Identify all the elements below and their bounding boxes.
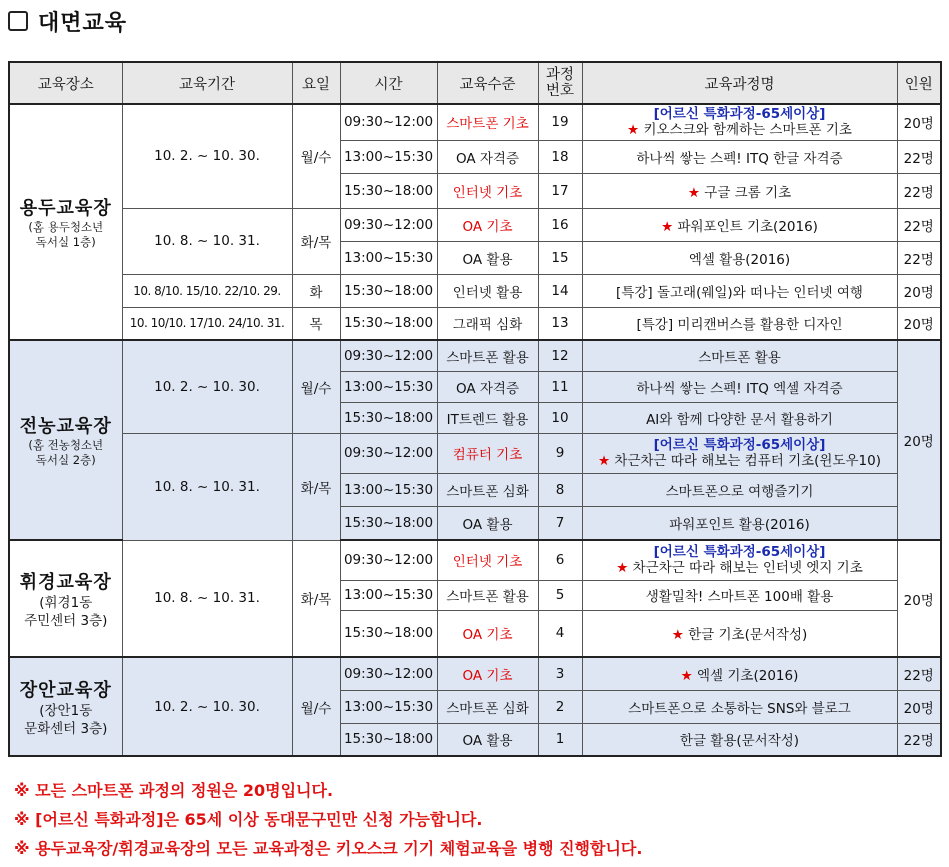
table-row xyxy=(9,340,941,371)
course-no-cell: 17 xyxy=(538,173,582,208)
level-cell: 스마트폰 심화 xyxy=(437,690,538,723)
course-no-cell: 13 xyxy=(538,307,582,340)
location-cell xyxy=(9,340,122,540)
header-people: 인원 xyxy=(897,62,941,104)
people-cell: 22명 xyxy=(897,140,941,173)
people-cell: 20명 xyxy=(897,340,941,540)
period-cell: 10. 2. ~ 10. 30. xyxy=(122,657,292,756)
time-cell: 09:30~12:00 xyxy=(340,208,437,241)
day-cell: 화/목 xyxy=(292,208,340,274)
location-cell xyxy=(9,540,122,657)
level-cell: OA 자격증 xyxy=(437,371,538,402)
time-cell: 15:30~18:00 xyxy=(340,610,437,657)
note-item: ※ 모든 스마트폰 과정의 정원은 20명입니다. xyxy=(14,781,334,800)
people-cell: 20명 xyxy=(897,540,941,657)
period-cell: 10. 8. ~ 10. 31. xyxy=(122,208,292,274)
location-sub: (홈 용두청소년 xyxy=(28,220,104,234)
course-cell: 엑셀 활용(2016) xyxy=(582,241,897,274)
level-cell: 인터넷 기초 xyxy=(437,540,538,580)
course-cell: 스마트폰으로 여행즐기기 xyxy=(582,473,897,506)
course-cell: ★ 엑셀 기초(2016) xyxy=(582,657,897,690)
time-cell: 13:00~15:30 xyxy=(340,140,437,173)
people-cell: 20명 xyxy=(897,307,941,340)
time-cell: 13:00~15:30 xyxy=(340,371,437,402)
time-cell: 09:30~12:00 xyxy=(340,104,437,140)
table-row xyxy=(9,307,941,340)
note-item: ※ [어르신 특화과정]은 65세 이상 동대문구민만 신청 가능합니다. xyxy=(14,810,483,829)
day-cell: 목 xyxy=(292,307,340,340)
course-no-cell: 15 xyxy=(538,241,582,274)
course-no-cell: 4 xyxy=(538,610,582,657)
course-no-cell: 8 xyxy=(538,473,582,506)
course-cell: AI와 함께 다양한 문서 활용하기 xyxy=(582,402,897,433)
location-name: 휘경교육장 xyxy=(19,571,112,593)
course-cell: [특강] 미리캔버스를 활용한 디자인 xyxy=(582,307,897,340)
time-cell: 09:30~12:00 xyxy=(340,657,437,690)
header-day: 요일 xyxy=(292,62,340,104)
special-course-label: [어르신 특화과정-65세이상] xyxy=(653,543,826,560)
course-no-cell: 2 xyxy=(538,690,582,723)
location-sub: 독서실 1층) xyxy=(35,235,96,249)
course-no-cell: 3 xyxy=(538,657,582,690)
time-cell: 15:30~18:00 xyxy=(340,402,437,433)
table-row xyxy=(9,274,941,307)
location-sub: 독서실 2층) xyxy=(35,453,96,467)
course-no-cell: 5 xyxy=(538,580,582,610)
location-cell xyxy=(9,104,122,340)
course-cell: 하나씩 쌓는 스펙! ITQ 엑셀 자격증 xyxy=(582,371,897,402)
time-cell: 13:00~15:30 xyxy=(340,473,437,506)
course-cell: 한글 활용(문서작성) xyxy=(582,723,897,756)
people-cell: 22명 xyxy=(897,241,941,274)
course-cell: [어르신 특화과정-65세이상] ★ 키오스크와 함께하는 스마트폰 기초 xyxy=(582,104,897,140)
level-cell: 인터넷 기초 xyxy=(437,173,538,208)
course-no-cell: 16 xyxy=(538,208,582,241)
level-cell: IT트렌드 활용 xyxy=(437,402,538,433)
day-cell: 월/수 xyxy=(292,104,340,208)
period-cell: 10. 8. ~ 10. 31. xyxy=(122,433,292,540)
people-cell: 20명 xyxy=(897,274,941,307)
location-name: 장안교육장 xyxy=(19,679,112,701)
special-course-label: [어르신 특화과정-65세이상] xyxy=(653,105,826,122)
course-no-cell: 10 xyxy=(538,402,582,433)
period-cell: 10. 8/10. 15/10. 22/10. 29. xyxy=(122,274,292,307)
location-sub: 문화센터 3층) xyxy=(24,720,108,737)
course-cell: 하나씩 쌓는 스펙! ITQ 한글 자격증 xyxy=(582,140,897,173)
course-no-cell: 11 xyxy=(538,371,582,402)
table-row xyxy=(9,540,941,580)
table-row xyxy=(9,104,941,140)
level-cell: 스마트폰 활용 xyxy=(437,580,538,610)
special-course-label: [어르신 특화과정-65세이상] xyxy=(653,436,826,453)
location-name: 전농교육장 xyxy=(19,416,112,437)
time-cell: 13:00~15:30 xyxy=(340,690,437,723)
period-cell: 10. 2. ~ 10. 30. xyxy=(122,104,292,208)
course-no-cell: 18 xyxy=(538,140,582,173)
star-icon: ★ xyxy=(627,121,640,138)
day-cell: 화/목 xyxy=(292,540,340,657)
time-cell: 09:30~12:00 xyxy=(340,540,437,580)
day-cell: 화 xyxy=(292,274,340,307)
level-cell: OA 기초 xyxy=(437,657,538,690)
course-no-cell: 1 xyxy=(538,723,582,756)
people-cell: 22명 xyxy=(897,208,941,241)
level-cell: 스마트폰 활용 xyxy=(437,340,538,371)
level-cell: OA 활용 xyxy=(437,241,538,274)
people-cell: 20명 xyxy=(897,104,941,140)
location-sub: 주민센터 3층) xyxy=(24,612,108,629)
schedule-table xyxy=(8,61,942,757)
period-cell: 10. 8. ~ 10. 31. xyxy=(122,540,292,657)
course-cell: 스마트폰으로 소통하는 SNS와 블로그 xyxy=(582,690,897,723)
level-cell: 스마트폰 심화 xyxy=(437,473,538,506)
header-course-no: 과정 번호 xyxy=(538,62,582,104)
course-cell: 스마트폰 활용 xyxy=(582,340,897,371)
time-cell: 13:00~15:30 xyxy=(340,241,437,274)
course-cell: [어르신 특화과정-65세이상] ★ 차근차근 따라 해보는 컴퓨터 기초(윈도우10) xyxy=(582,433,897,473)
header-time: 시간 xyxy=(340,62,437,104)
period-cell: 10. 10/10. 17/10. 24/10. 31. xyxy=(122,307,292,340)
course-cell: 생활밀착! 스마트폰 100배 활용 xyxy=(582,580,897,610)
header-period: 교육기간 xyxy=(122,62,292,104)
time-cell: 09:30~12:00 xyxy=(340,433,437,473)
location-cell xyxy=(9,657,122,756)
table-row xyxy=(9,208,941,241)
star-icon: ★ xyxy=(671,627,684,644)
course-no-cell: 7 xyxy=(538,506,582,540)
level-cell: OA 기초 xyxy=(437,610,538,657)
course-cell: 파워포인트 활용(2016) xyxy=(582,506,897,540)
star-icon: ★ xyxy=(687,184,700,201)
checkbox[interactable] xyxy=(8,11,28,31)
location-sub: (홈 전농청소년 xyxy=(28,438,104,452)
day-cell: 월/수 xyxy=(292,657,340,756)
level-cell: 인터넷 활용 xyxy=(437,274,538,307)
time-cell: 15:30~18:00 xyxy=(340,274,437,307)
notes xyxy=(14,776,642,863)
star-icon: ★ xyxy=(598,452,611,469)
time-cell: 15:30~18:00 xyxy=(340,173,437,208)
page-title: 대면교육 xyxy=(38,10,128,36)
time-cell: 09:30~12:00 xyxy=(340,340,437,371)
section-title xyxy=(8,6,127,36)
table-row xyxy=(9,433,941,473)
course-no-cell: 9 xyxy=(538,433,582,473)
time-cell: 13:00~15:30 xyxy=(340,580,437,610)
course-cell: ★ 한글 기초(문서작성) xyxy=(582,610,897,657)
star-icon: ★ xyxy=(680,667,693,684)
course-no-cell: 14 xyxy=(538,274,582,307)
day-cell: 월/수 xyxy=(292,340,340,433)
level-cell: 스마트폰 기초 xyxy=(437,104,538,140)
level-cell: 그래픽 심화 xyxy=(437,307,538,340)
star-icon: ★ xyxy=(661,218,674,235)
table-row xyxy=(9,657,941,690)
course-no-cell: 19 xyxy=(538,104,582,140)
people-cell: 22명 xyxy=(897,173,941,208)
table-header xyxy=(9,62,941,104)
people-cell: 22명 xyxy=(897,723,941,756)
level-cell: OA 활용 xyxy=(437,506,538,540)
course-cell: [특강] 돌고래(웨일)와 떠나는 인터넷 여행 xyxy=(582,274,897,307)
people-cell: 22명 xyxy=(897,657,941,690)
star-icon: ★ xyxy=(616,559,629,576)
note-item: ※ 용두교육장/휘경교육장의 모든 교육과정은 키오스크 기기 체험교육을 병행 진행합니다. xyxy=(14,839,643,858)
level-cell: OA 활용 xyxy=(437,723,538,756)
level-cell: 컴퓨터 기초 xyxy=(437,433,538,473)
level-cell: OA 기초 xyxy=(437,208,538,241)
course-cell: ★ 파워포인트 기초(2016) xyxy=(582,208,897,241)
header-course: 교육과정명 xyxy=(582,62,897,104)
time-cell: 15:30~18:00 xyxy=(340,723,437,756)
location-sub: (장안1동 xyxy=(39,702,93,719)
people-cell: 20명 xyxy=(897,690,941,723)
course-no-cell: 12 xyxy=(538,340,582,371)
time-cell: 15:30~18:00 xyxy=(340,307,437,340)
level-cell: OA 자격증 xyxy=(437,140,538,173)
header-level: 교육수준 xyxy=(437,62,538,104)
time-cell: 15:30~18:00 xyxy=(340,506,437,540)
header-place: 교육장소 xyxy=(9,62,122,104)
course-no-cell: 6 xyxy=(538,540,582,580)
location-name: 용두교육장 xyxy=(19,198,112,219)
location-sub: (휘경1동 xyxy=(39,594,93,611)
day-cell: 화/목 xyxy=(292,433,340,540)
course-cell: [어르신 특화과정-65세이상] ★ 차근차근 따라 해보는 인터넷 엣지 기초 xyxy=(582,540,897,580)
period-cell: 10. 2. ~ 10. 30. xyxy=(122,340,292,433)
course-cell: ★ 구글 크롬 기초 xyxy=(582,173,897,208)
